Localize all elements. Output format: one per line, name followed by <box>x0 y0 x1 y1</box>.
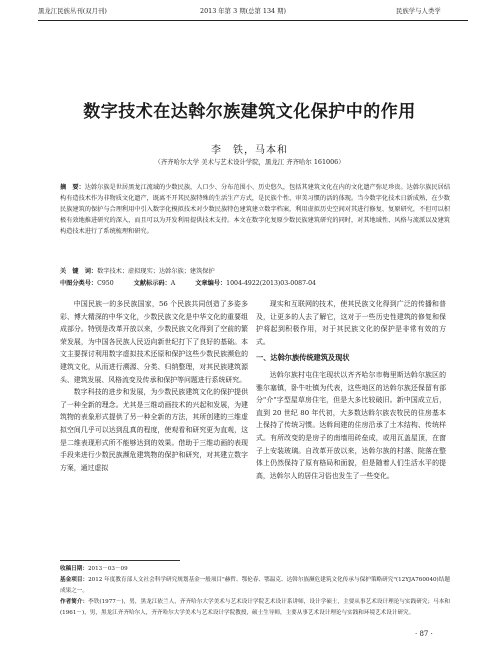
body-column-left <box>60 298 248 474</box>
clc-code: 中图分类号：C950 <box>60 280 114 287</box>
article-number: 文章编号：1004-4922(2013)03-0087-04 <box>195 280 316 287</box>
body-paragraph: 现实和互联网的技术，使其民族文化得到广泛的传播和普及，让更多的人去了解它，这对于一些历史性建筑的修复和保护将起到积极作用，对于其民族文化的保护是非常有效的方式。 <box>256 300 446 346</box>
article-title: 数字技术在达斡尔族建筑文化保护中的作用 <box>83 102 416 122</box>
running-header <box>0 6 499 18</box>
authors: 李 铁，马本和 <box>211 145 288 156</box>
body-paragraph: 达斡尔族村屯住宅现状以齐齐哈尔市梅里斯达斡尔族区的雅尔塞镇，卧牛吐镇为代表，这些地区的达斡尔族还保留有部分"介"字型屋草房住宅，但是大多比较破旧。新中国成立后，直到 20 世纪 80 年代初，大多数达斡尔族农牧民的住房基本上保持了传统习惯。达斡间建的住房沿承了土木结构、传统样式。有所改变的是房子的南墙用砖垒成，或用瓦盖屋顶，在窗子上安装玻璃。自改革开放以来，达斡尔族的村落、院落在整体上仍然保持了原有格局和面貌，但是随着人们生活水平的提高，达斡尔人的居住习俗也发生了一些变化。 <box>256 370 446 480</box>
keywords-text: 数字技术；虚拟现实；达斡尔族；建筑保护 <box>97 268 215 275</box>
affiliation: （齐齐哈尔大学 美术与艺术设计学院，黑龙江 齐齐哈尔 161006） <box>154 158 345 166</box>
footnote <box>60 564 450 619</box>
body-paragraph: 中国民族一的多民族国家，56 个民族共同创造了多姿多彩、博大精深的中华文化，少数民族文化是中华文化的重要组成部分。特别是改革开放以来，少数民族文化得到了空前的繁荣发展，为中国各民族人民迈向新世纪打下了良好的基础。本文主要探讨利用数字虚拟技术还原和保护这些少数民族濒危的建筑文化，从而进行溯源、分类、归纳整理，对其民族建筑源头、建筑发展、风格流变及传承和保护等问题进行系统研究。 <box>60 300 248 384</box>
body-paragraph: 数字科技的进步和发展，为少数民族建筑文化的保护提供了一种全新的理念。尤其是三维动画技术的兴起和发展，为建筑物的表象形式提供了另一种全新的方法，其所创建的三维虚拟空间几乎可以达到乱真的程度，使观看和研究更为直观，这是二维表现形式所不能够达到的效果。借助于三维动画的表现手段来进行少数民族濒危建筑物的保护和研究，对其建立数字方案，通过虚拟 <box>60 388 248 472</box>
section-heading: 一、达斡尔族传统建筑及现状 <box>256 353 350 363</box>
header-section: 民族学与人类学 <box>396 7 441 15</box>
page-number: · 87 · <box>415 630 433 638</box>
received-date: 收稿日期：2013－03－09 <box>60 566 128 572</box>
header-issue: 2013 年第 3 期(总第 134 期) <box>200 7 287 15</box>
author-bio: 作者简介：李铁(1977－)，男，黑龙江依兰人，齐齐哈尔大学美术与艺术设计学院艺术设计系讲师，设计学硕士，主要从事艺术设计理论与实践研究；马本和(1961－)，男，黑龙江齐齐哈尔人，齐齐哈尔大学美术与艺术设计学院教授，硕士生导师，主要从事艺术设计理论与实践和环境艺术设计研究。 <box>60 599 450 616</box>
abstract <box>60 182 450 237</box>
abstract-label: 摘 要： <box>60 184 85 191</box>
abstract-text: 达斡尔族是世居黑龙江流域的少数民族，人口少、分布范围小、历史悠久，包括其建筑文化在内的文化遗产弥足珍贵。达斡尔族民居结构有造技术作为非物质文化遗产，既离不开其民族特殊的生活生产方式，是民族个性、审美习惯的活的体现。当今数字化技术日新成熟，在少数民族建筑的保护与合理利用中引入数字化模拟技术对少数民族特色建筑建立数字档案，利用虚拟历史空间对其进行修复、复原研究，不但可以积极有效地推进研究的深入，而且可以为开发利用提供技术支持。本文在数字化复原少数民族建筑研究的同时，对其地域性、风格与流派以及建筑构造技术进行了系统梳理和研究。 <box>60 184 450 235</box>
document-code: 文献标示码：A <box>133 280 176 287</box>
keywords <box>60 266 450 277</box>
classification-line <box>60 278 450 289</box>
footnote-rule <box>60 560 180 561</box>
fund-info: 基金项目：2012 年度教育部人文社会科学研究规划基金一般项目"赫哲、鄂伦春、鄂温克、达斡尔族濒危建筑文化传承与保护策略研究"(12YJA760040)结题成果之一。 <box>60 577 450 594</box>
header-rule <box>38 20 468 21</box>
body-column-right <box>256 298 446 482</box>
keywords-label: 关 键 词： <box>60 268 98 275</box>
header-journal: 黑龙江民族丛刊(双月刊) <box>38 7 107 15</box>
